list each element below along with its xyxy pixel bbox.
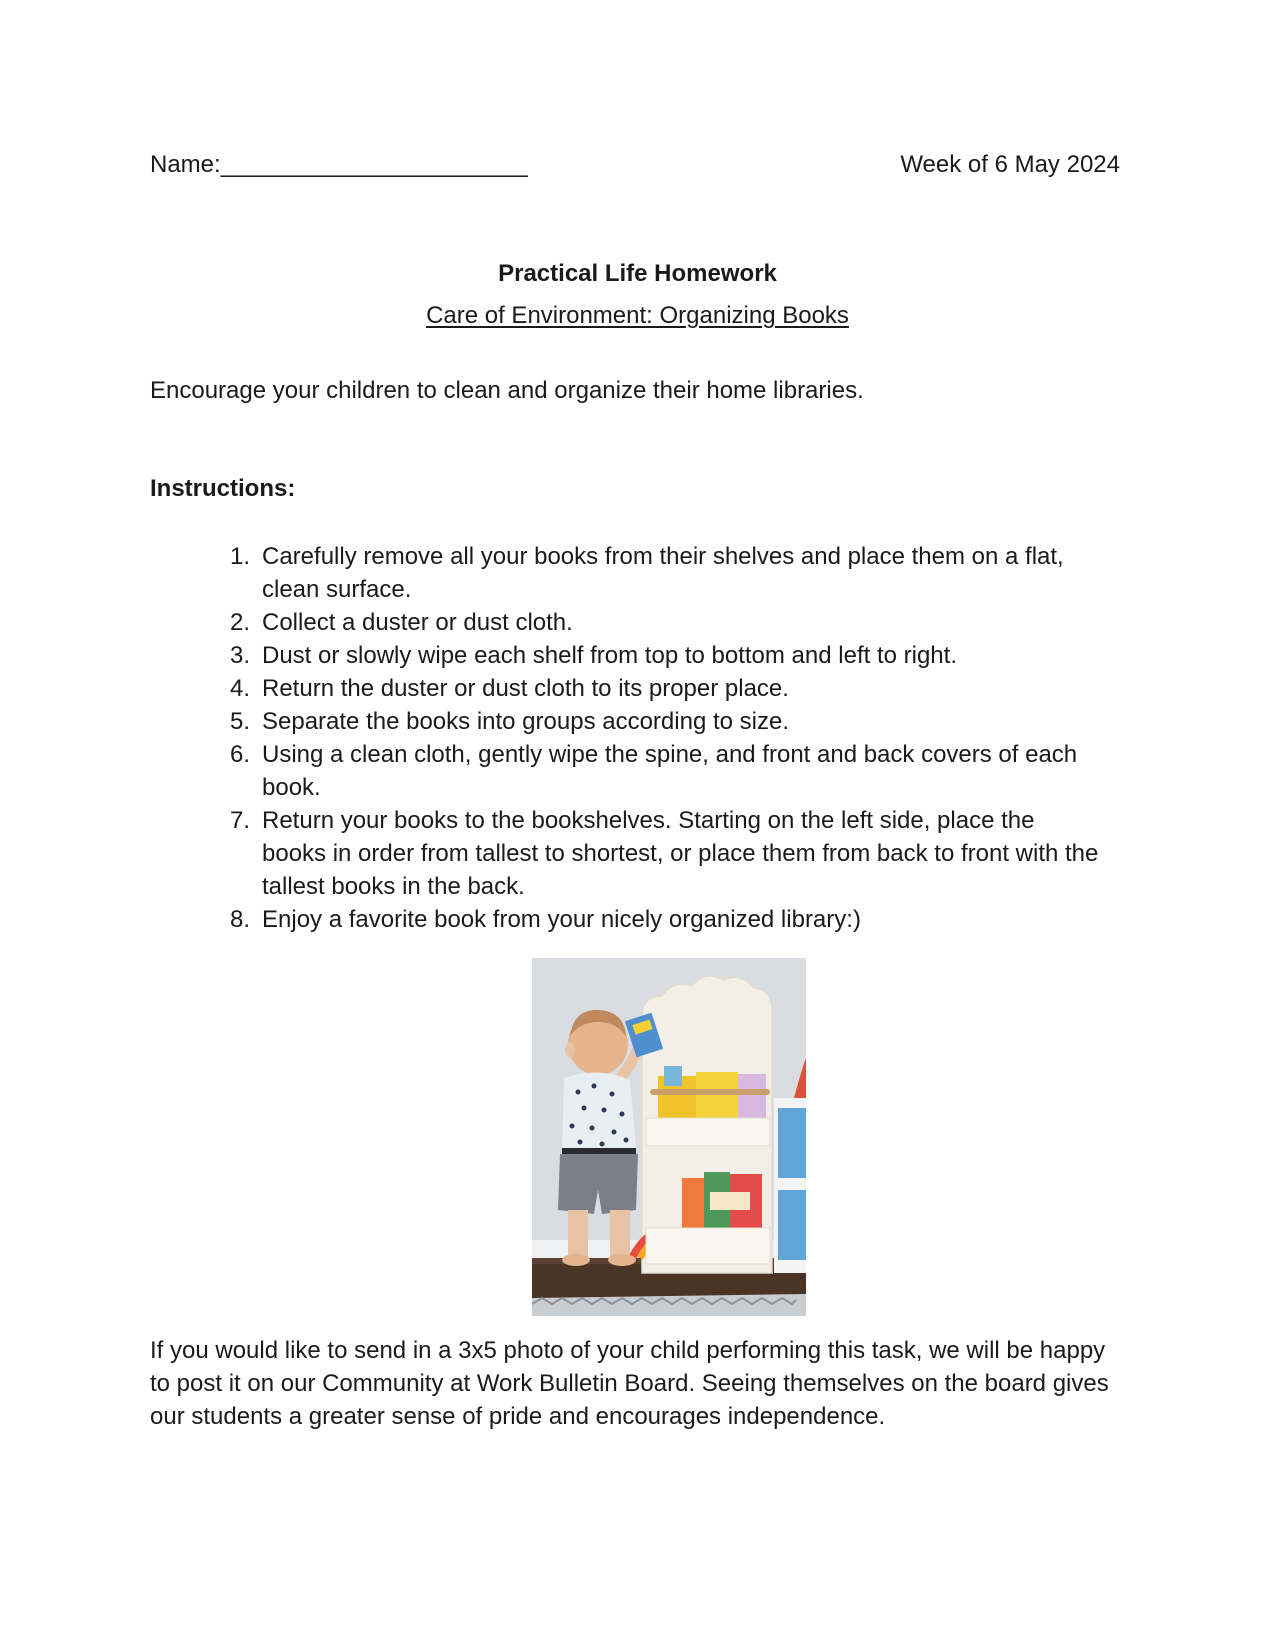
toddler-bookshelf-photo [532, 958, 806, 1316]
step-text: Return your books to the bookshelves. Starting on the left side, place the books in order from tallest to shortest, or place them from back to front with the tallest books in the back. [262, 807, 1099, 900]
instruction-step-6 [220, 738, 1100, 804]
step-text: Carefully remove all your books from their shelves and place them on a flat, clean surface. [262, 543, 1064, 603]
step-number: 8. [229, 906, 250, 933]
closing-paragraph: If you would like to send in a 3x5 photo of your child performing this task, we will be happy to post it on our Community at Work Bulletin Board. Seeing themselves on the board gives our students a greater sense of pride and encourages independence. [150, 1337, 1109, 1430]
instructions-heading: Instructions: [150, 475, 296, 502]
instruction-step-8 [220, 903, 1100, 936]
step-text: Enjoy a favorite book from your nicely organized library:) [262, 906, 861, 933]
worksheet-title: Practical Life Homework [498, 260, 777, 287]
step-number: 1. [229, 543, 250, 570]
intro-paragraph: Encourage your children to clean and organize their home libraries. [150, 377, 864, 404]
step-text: Return the duster or dust cloth to its proper place. [262, 675, 789, 702]
step-number: 5. [229, 708, 250, 735]
step-number: 2. [229, 609, 250, 636]
step-text: Separate the books into groups according to size. [262, 708, 789, 735]
subtitle-text: Care of Environment: Organizing Books [426, 302, 849, 329]
photo-illustration [532, 958, 806, 1316]
step-number: 4. [229, 675, 250, 702]
instruction-step-3 [220, 639, 1100, 672]
step-number: 7. [229, 807, 250, 834]
instruction-step-1 [220, 540, 1100, 606]
worksheet-subtitle [0, 300, 1275, 332]
instruction-step-2 [220, 606, 1100, 639]
instruction-steps-list [220, 540, 1100, 936]
week-of-date: Week of 6 May 2024 [900, 151, 1120, 178]
instruction-step-4 [220, 672, 1100, 705]
header-row [150, 148, 1120, 182]
step-number: 3. [229, 642, 250, 669]
step-number: 6. [229, 741, 250, 768]
step-text: Collect a duster or dust cloth. [262, 609, 573, 636]
name-field-label: Name:_______________________ [150, 151, 528, 178]
instruction-step-7 [220, 804, 1100, 903]
step-text: Using a clean cloth, gently wipe the spine, and front and back covers of each book. [262, 741, 1078, 801]
step-text: Dust or slowly wipe each shelf from top to bottom and left to right. [262, 642, 957, 669]
instruction-step-5 [220, 705, 1100, 738]
